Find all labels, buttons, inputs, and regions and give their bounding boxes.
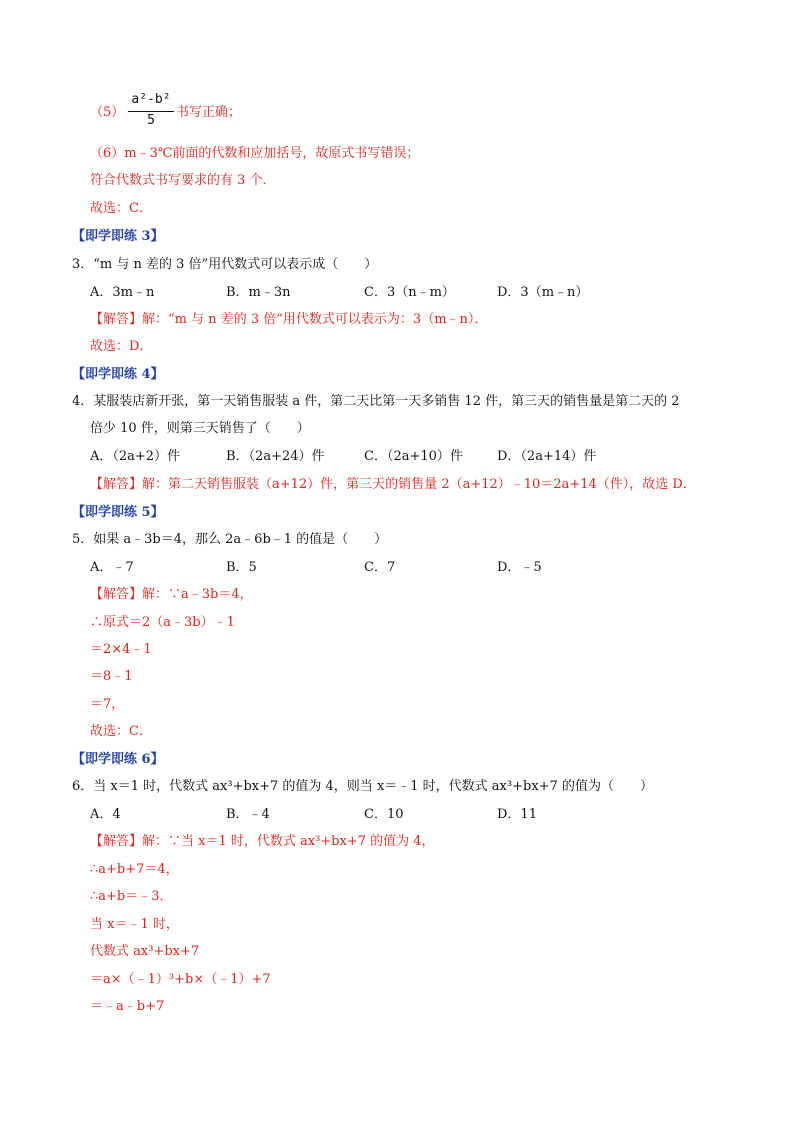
q6-step-4: 当 x＝﹣1 时， — [90, 917, 179, 932]
q5-step-5: ＝7， — [90, 697, 125, 712]
section-header-3: 【即学即练 3】 — [72, 229, 164, 244]
fraction-expression — [128, 92, 174, 132]
solution-choice: 故选：C． — [90, 201, 152, 216]
q5-option-d: D．﹣5 — [497, 560, 542, 575]
q5-step-1: 【解答】解：∵a﹣3b＝4， — [90, 587, 253, 602]
q4-option-a: A．（2a+2）件 — [90, 449, 181, 464]
solution-summary: 符合代数式书写要求的有 3 个． — [90, 173, 276, 188]
section-header-5: 【即学即练 5】 — [72, 505, 164, 520]
q5-step-2: ∴原式＝2（a﹣3b）﹣1 — [90, 615, 235, 630]
fraction-denominator: 5 — [147, 113, 155, 128]
q6-step-1: 【解答】解：∵当 x＝1 时，代数式 ax³+bx+7 的值为 4， — [90, 834, 435, 849]
q3-option-d: D．3（m﹣n） — [497, 285, 589, 300]
q5-option-a: A．﹣7 — [90, 560, 134, 575]
q4-answer: 【解答】解：第二天销售服装（a+12）件，第三天的销售量 2（a+12）﹣10＝2a+14（件），故选 D． — [90, 477, 696, 492]
q5-option-c: C．7 — [364, 560, 396, 575]
q6-step-5: 代数式 ax³+bx+7 — [90, 944, 200, 959]
q6-option-b: B．﹣4 — [226, 807, 270, 822]
q4-option-d: D．（2a+14）件 — [497, 449, 597, 464]
q3-answer: 【解答】解：“m 与 n 差的 3 倍”用代数式可以表示为：3（m﹣n）． — [90, 312, 488, 327]
q3-option-a: A．3m﹣n — [90, 285, 155, 300]
q6-step-3: ∴a+b＝﹣3． — [90, 889, 173, 904]
question-3: 3．“m 与 n 差的 3 倍”用代数式可以表示成（ ） — [72, 257, 378, 272]
q6-step-7: ＝﹣a﹣b+7 — [90, 999, 165, 1014]
q4-option-b: B．（2a+24）件 — [226, 449, 325, 464]
fraction-numerator: a²-b² — [131, 92, 171, 107]
solution-item-5-label: （5） — [90, 105, 125, 120]
section-header-4: 【即学即练 4】 — [72, 367, 164, 382]
q6-step-2: ∴a+b+7＝4， — [90, 862, 179, 877]
q5-step-4: ＝8﹣1 — [90, 669, 133, 684]
question-4-line-1: 4．某服装店新开张，第一天销售服装 a 件，第二天比第一天多销售 12 件，第三天的销售量是第二天的 2 — [72, 394, 680, 409]
question-6: 6．当 x＝1 时，代数式 ax³+bx+7 的值为 4，则当 x＝﹣1 时，代数式 ax³+bx+7 的值为（ ） — [72, 779, 653, 794]
q3-choice: 故选：D． — [90, 339, 153, 354]
question-5: 5．如果 a﹣3b＝4，那么 2a﹣6b﹣1 的值是（ ） — [72, 532, 388, 547]
q5-option-b: B．5 — [226, 560, 257, 575]
section-header-6: 【即学即练 6】 — [72, 752, 164, 767]
q3-option-b: B．m﹣3n — [226, 285, 291, 300]
q5-choice: 故选：C． — [90, 724, 152, 739]
q6-option-d: D．11 — [497, 807, 537, 822]
solution-item-5-text: 书写正确； — [176, 105, 242, 120]
q6-option-c: C．10 — [364, 807, 404, 822]
fraction-bar — [128, 111, 174, 112]
q3-option-c: C．3（n﹣m） — [364, 285, 455, 300]
q5-step-3: ＝2×4﹣1 — [90, 642, 152, 657]
q6-option-a: A．4 — [90, 807, 121, 822]
solution-item-6: （6）m﹣3℃前面的代数和应加括号，故原式书写错误； — [90, 146, 420, 161]
question-4-line-2: 倍少 10 件，则第三天销售了（ ） — [90, 421, 310, 436]
q6-step-6: ＝a×（﹣1）³+b×（﹣1）+7 — [90, 972, 271, 987]
q4-option-c: C．（2a+10）件 — [364, 449, 463, 464]
